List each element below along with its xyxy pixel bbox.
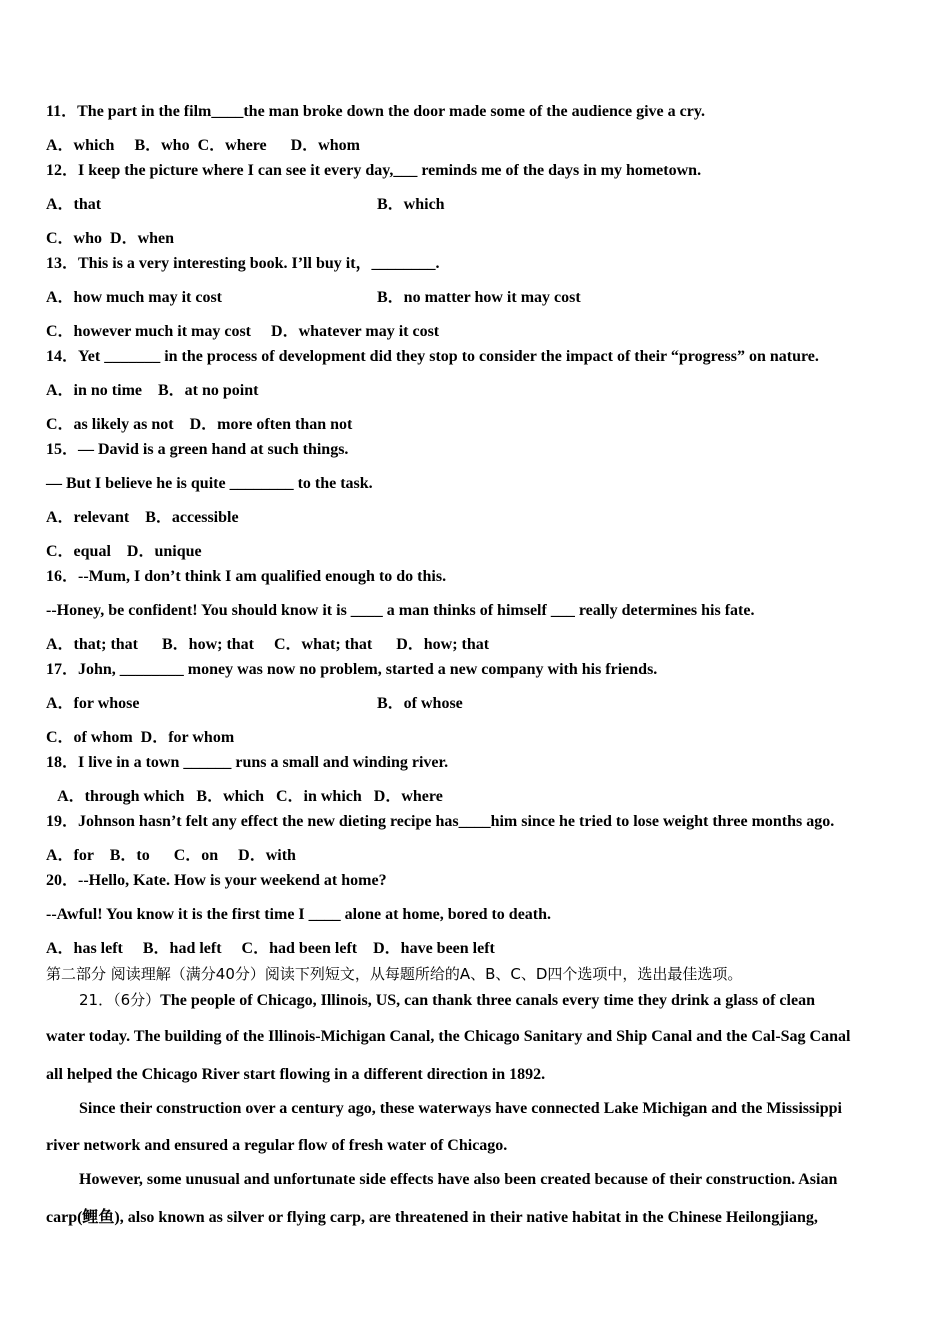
passage-p1-text: The people of Chicago, Illinois, US, can thank three canals every time they drink a glass of clean bbox=[160, 992, 815, 1009]
q14-stem: 14．Yet _______ in the process of development did they stop to consider the impact of their “progress” on nature. bbox=[46, 348, 819, 365]
q12-option-a: A．that bbox=[46, 196, 102, 213]
q18-stem: 18．I live in a town ______ runs a small and winding river. bbox=[46, 754, 449, 771]
q20-line2: --Awful! You know it is the first time I ____ alone at home, bored to death. bbox=[46, 906, 552, 923]
q13-option-b: B．no matter how it may cost bbox=[377, 289, 581, 306]
passage-p2-line2: river network and ensured a regular flow of fresh water of Chicago. bbox=[46, 1137, 508, 1154]
q14-options-cd: C．as likely as not D．more often than not bbox=[46, 416, 353, 433]
q16-stem: 16．--Mum, I don’t think I am qualified enough to do this. bbox=[46, 568, 447, 585]
passage-p3-line2: carp(鲤鱼), also known as silver or flying carp, are threatened in their native habitat in the Chinese Heilongjiang, bbox=[46, 1209, 818, 1226]
q20-options: A．has left B．had left C．had been left D．have been left bbox=[46, 940, 495, 957]
q19-options: A．for B．to C．on D．with bbox=[46, 847, 296, 864]
q14-options-ab: A．in no time B．at no point bbox=[46, 382, 259, 399]
q17-option-a: A．for whose bbox=[46, 695, 140, 712]
q12-options-cd: C．who D．when bbox=[46, 230, 175, 247]
section2-heading: 第二部分 阅读理解（满分40分）阅读下列短文，从每题所给的A、B、C、D四个选项中，选出最佳选项。 bbox=[46, 965, 743, 983]
q15-options-ab: A．relevant B．accessible bbox=[46, 509, 239, 526]
q11-stem: 11．The part in the film____the man broke down the door made some of the audience give a cry. bbox=[46, 103, 705, 120]
q13-option-a: A．how much may it cost bbox=[46, 289, 222, 306]
q17-option-b: B．of whose bbox=[377, 695, 463, 712]
q13-stem: 13．This is a very interesting book. I’ll buy it，________. bbox=[46, 255, 440, 272]
q19-stem: 19．Johnson hasn’t felt any effect the new dieting recipe has____him since he tried to lose weight three months ago. bbox=[46, 813, 835, 830]
passage-p2-line1: Since their construction over a century ago, these waterways have connected Lake Michigan and the Mississippi bbox=[79, 1100, 842, 1117]
q16-options: A．that; that B．how; that C．what; that D．how; that bbox=[46, 636, 490, 653]
q17-options-cd: C．of whom D．for whom bbox=[46, 729, 235, 746]
q12-option-b: B．which bbox=[377, 196, 445, 213]
q15-stem: 15．— David is a green hand at such things. bbox=[46, 441, 349, 458]
passage-p3-line1: However, some unusual and unfortunate side effects have also been created because of their construction. Asian bbox=[79, 1171, 838, 1188]
q12-stem: 12．I keep the picture where I can see it every day,___ reminds me of the days in my hometown. bbox=[46, 162, 702, 179]
q20-stem: 20．--Hello, Kate. How is your weekend at home? bbox=[46, 872, 387, 889]
q13-options-cd: C．however much it may cost D．whatever may it cost bbox=[46, 323, 440, 340]
q15-line2: — But I believe he is quite ________ to the task. bbox=[46, 475, 373, 492]
passage-p1-line3: all helped the Chicago River start flowing in a different direction in 1892. bbox=[46, 1066, 546, 1083]
passage-p1-line1 bbox=[79, 990, 815, 1011]
q11-options: A．which B．who C．where D．whom bbox=[46, 137, 360, 154]
q21-prefix: 21．（6分） bbox=[79, 991, 161, 1009]
q16-line2: --Honey, be confident! You should know it is ____ a man thinks of himself ___ really determines his fate. bbox=[46, 602, 755, 619]
q17-stem: 17．John, ________ money was now no problem, started a new company with his friends. bbox=[46, 661, 658, 678]
q15-options-cd: C．equal D．unique bbox=[46, 543, 202, 560]
q18-options: A．through which B．which C．in which D．where bbox=[46, 788, 443, 805]
passage-p1-line2: water today. The building of the Illinois-Michigan Canal, the Chicago Sanitary and Ship Canal and the Cal-Sag Canal bbox=[46, 1028, 851, 1045]
